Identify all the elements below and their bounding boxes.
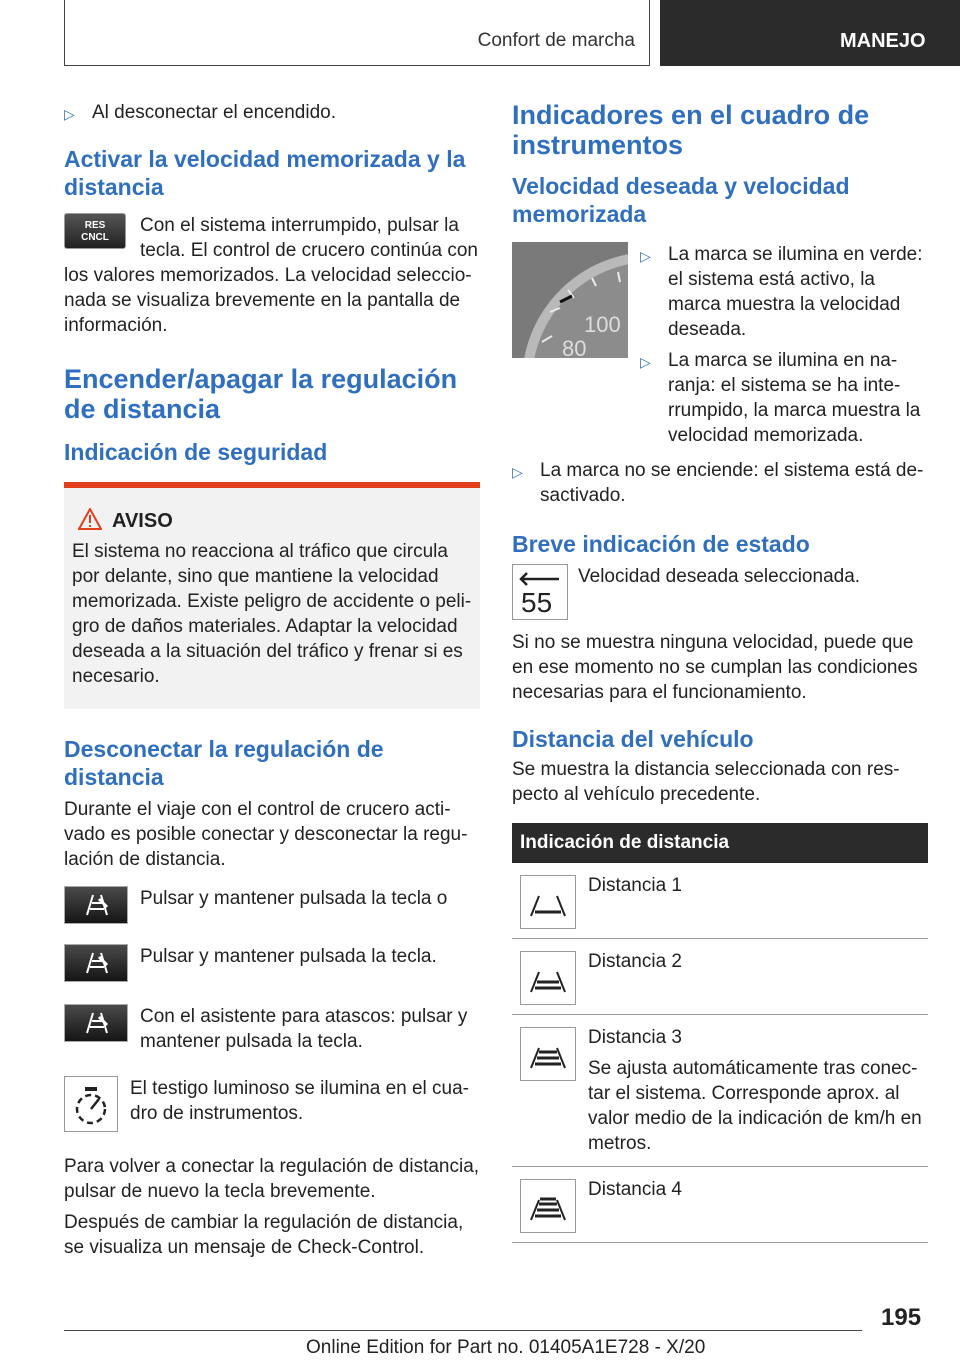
heading-disconnect: Desconectar la regulación de distancia [64,736,384,790]
speed-block [512,242,928,448]
table-row: Distancia 4 [512,1167,928,1243]
bullet-triangle-icon: ▷ [512,464,523,480]
activate-block [64,213,480,338]
bullet-triangle-icon: ▷ [640,354,651,370]
distance-level-icon [520,1027,576,1081]
warning-title: AVISO [72,510,472,533]
status-row: 55 Velocidad deseada seleccionada. [512,564,928,630]
gauge-label-80: 80 [562,336,587,358]
bullet-off-right: ▷ La marca no se enciende: el sistema está de-sactivado. [512,460,924,506]
heading-onoff: Encender/apagar la regulación de distancia [64,364,458,424]
warning-text: El sistema no reacciona al tráfico que circula por delante, sino que mantiene la velocidad memorizada. Existe peligro de accidente o peli-gro de daños materiales. Adaptar la velocidad deseada a la situación del tráfico y frenar si es necesario. [72,541,472,687]
gauge-label-100: 100 [584,312,621,337]
bullet-green: ▷ La marca se ilumina en verde: el sistema está activo, la marca muestra la velocidad deseada. [640,244,923,340]
heading-safety: Indicación de seguridad [64,439,328,465]
distance-table [512,823,928,1243]
distance-level-icon [520,875,576,929]
distance-key-icon [64,944,128,982]
header-chapter-title: MANEJO [840,30,926,52]
distance-level-icon [520,1179,576,1233]
status-number: 55 [521,587,553,618]
distance-text: Se muestra la distancia seleccionada con res-pecto al vehículo precedente. [512,759,900,805]
header-section-box [64,0,650,66]
speed-status-icon [512,564,568,620]
res-cncl-button-icon: RES CNCL [64,213,126,249]
header-section-title: Confort de marcha [477,30,635,51]
distance-key-icon [64,886,128,924]
distance-indicator-icon [64,1076,118,1132]
header-chapter-tab [660,0,960,66]
bullet-off: ▷ Al desconectar el encendido. [64,100,480,127]
status-note: Si no se muestra ninguna velocidad, puede que en ese momento no se cumplan las condiciones necesarias para el funcionamiento. [512,632,918,703]
key-row-2: Pulsar y mantener pulsada la tecla. [64,944,480,1004]
bullet-triangle-icon: ▷ [64,106,75,122]
left-column [64,100,480,1260]
distance-level-icon [520,951,576,1005]
edition-text: Online Edition for Part no. 01405A1E728 - X/20 [306,1337,706,1358]
distance-table-header: Indicación de distancia [512,823,928,863]
warning-box [64,482,480,709]
disconnect-text: Durante el viaje con el control de crucero acti-vado es posible conectar y desconectar la regu-lación de distancia. [64,799,468,870]
indicator-row: El testigo luminoso se ilumina en el cua-dro de instrumentos. [64,1076,480,1146]
heading-indicators: Indicadores en el cuadro de instrumentos [512,100,870,160]
activate-text: Con el sistema interrumpido, pulsar la tecla. El control de crucero continúa con los valores memorizados. La velocidad seleccio-nada se visualiza brevemente en la pantalla de información. [64,215,478,336]
bullet-triangle-icon: ▷ [640,248,651,264]
key-row-3: Con el asistente para atascos: pulsar y mantener pulsada la tecla. [64,1004,480,1076]
reconnect-text: Para volver a conectar la regulación de distancia, pulsar de nuevo la tecla brevemente. [64,1156,480,1202]
heading-activate: Activar la velocidad memorizada y la distancia [64,146,466,200]
right-column [512,100,928,1243]
bullet-orange: ▷ La marca se ilumina en na-ranja: el sistema se ha inte-rrumpido, la marca muestra la velocidad memorizada. [640,350,921,446]
heading-distance: Distancia del vehículo [512,726,754,752]
checkcontrol-text: Después de cambiar la regulación de distancia, se visualiza un mensaje de Check-Control. [64,1212,464,1258]
page-number: 195 [881,1304,922,1331]
table-row: Distancia 1 [512,863,928,939]
table-row: Distancia 2 [512,939,928,1015]
key-row-1: Pulsar y mantener pulsada la tecla o [64,886,480,944]
table-row: Distancia 3 Se ajusta automáticamente tras conec-tar el sistema. Corresponde aprox. al valor medio de la indicación de km/h en metros. [512,1015,928,1167]
speedometer-image [512,242,628,358]
warning-triangle-icon [78,508,102,530]
footer-divider [64,1330,862,1331]
page-header [0,0,960,66]
heading-status: Breve indicación de estado [512,531,810,557]
heading-speed: Velocidad deseada y velocidad memorizada [512,173,850,227]
distance-key-icon [64,1004,128,1042]
